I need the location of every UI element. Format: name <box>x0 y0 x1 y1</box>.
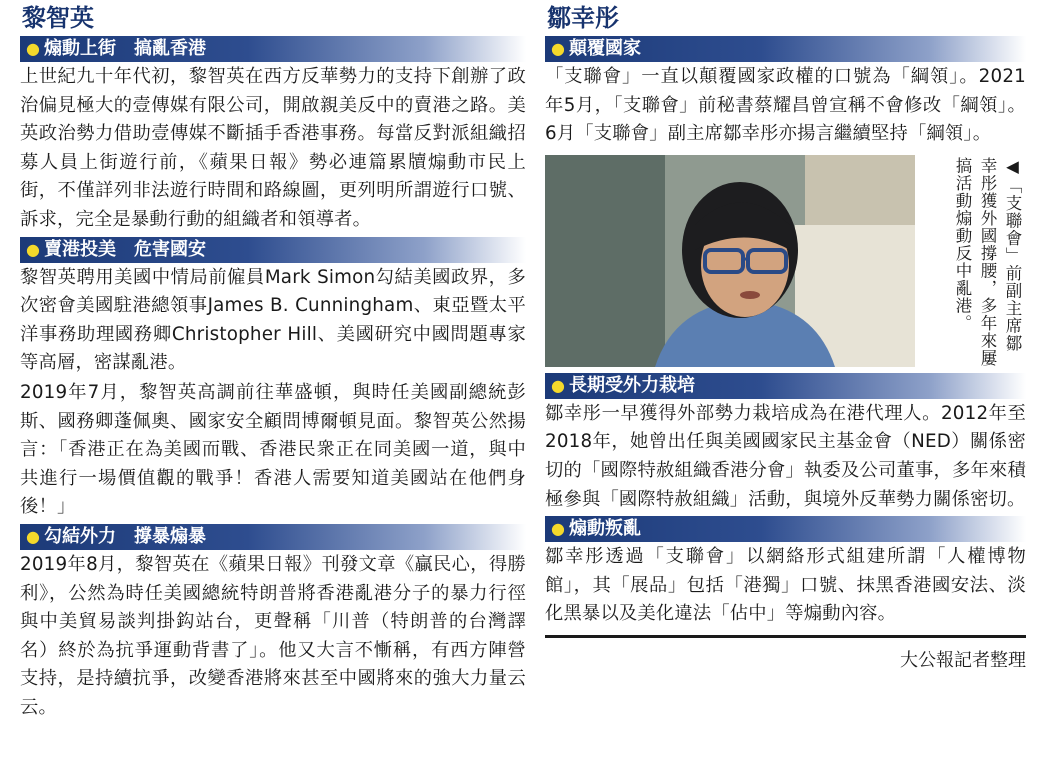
section-heading: 顛覆國家 <box>568 38 641 59</box>
article-paragraph: 上世紀九十年代初，黎智英在西方反華勢力的支持下創辦了政治偏見極大的壹傳媒有限公司，開啟親美反中的賣港之路。美英政治勢力借助壹傳媒不斷插手香港事務。每當反對派組織招募人員上街遊行前，《蘋果日報》勢必連篇累牘煽動市民上街，不僅詳列非法遊行時間和路線圖，更列明所謂遊行口號、訴求，完全是暴動行動的組織者和領導者。 <box>20 66 526 230</box>
divider-rule <box>545 635 1026 638</box>
section-heading-bar <box>20 237 526 263</box>
person-name-right: 鄒幸彤 <box>547 4 619 32</box>
article-paragraph: 鄒幸彤透過「支聯會」以網絡形式組建所謂「人權博物館」，其「展品」包括「港獨」口號、抹黑香港國安法、淡化黑暴以及美化違法「佔中」等煽動內容。 <box>545 546 1026 625</box>
bullet-icon: ● <box>26 239 40 259</box>
article-paragraph: 「支聯會」一直以顛覆國家政權的口號為「綱領」。2021年5月，「支聯會」前秘書蔡耀昌曾宣稱不會修改「綱領」。6月「支聯會」副主席鄒幸彤亦揚言繼續堅持「綱領」。 <box>545 66 1026 145</box>
bullet-icon: ● <box>551 519 565 539</box>
section-heading-bar <box>545 373 1026 399</box>
bullet-icon: ● <box>551 39 565 58</box>
section-heading: 勾結外力 撐暴煽暴 <box>43 525 206 547</box>
section-heading-bar <box>545 36 1026 62</box>
section-heading: 煽動上街 搞亂香港 <box>43 38 206 59</box>
section-heading-bar <box>20 524 526 550</box>
portrait-illustration <box>545 155 915 367</box>
photo-block <box>545 155 1026 373</box>
section-heading: 長期受外力栽培 <box>568 374 695 396</box>
section-heading: 賣港投美 危害國安 <box>43 238 206 260</box>
section-heading-bar <box>20 36 526 62</box>
photo-caption: ◀「支聯會」前副主席鄒幸彤獲外國撐腰，多年來屢搞活動煽動反中亂港。 <box>953 156 1022 367</box>
reporter-credit: 大公報記者整理 <box>900 649 1026 671</box>
article-paragraph: 黎智英聘用美國中情局前僱員Mark Simon勾結美國政界，多次密會美國駐港總領事James B. Cunningham、東亞暨太平洋事務助理國務卿Christopher Hill、美國研究中國問題專家等高層，密謀亂港。 <box>20 266 526 374</box>
bullet-icon: ● <box>26 526 40 546</box>
section-heading-bar <box>545 516 1026 542</box>
portrait-photo <box>545 155 915 367</box>
article-paragraph: 2019年7月，黎智英高調前往華盛頓，與時任美國副總統彭斯、國務卿蓬佩奧、國家安全顧問博爾頓見面。黎智英公然揚言：「香港正在為美國而戰、香港民衆正在同美國一道，與中共進行一場價值觀的戰爭！香港人需要知道美國站在他們身後！」 <box>20 381 526 518</box>
right-column <box>545 0 1026 672</box>
left-column <box>20 0 526 722</box>
article-paragraph: 鄒幸彤一早獲得外部勢力栽培成為在港代理人。2012年至2018年，她曾出任與美國國家民主基金會（NED）關係密切的「國際特赦組織香港分會」執委及公司董事，多年來積極參與「國際特赦組織」活動，與境外反華勢力關係密切。 <box>545 402 1026 510</box>
bullet-icon: ● <box>26 39 40 58</box>
article-paragraph: 2019年8月，黎智英在《蘋果日報》刊發文章《贏民心，得勝利》，公然為時任美國總統特朗普將香港亂港分子的暴力行徑與中美貿易談判掛鈎站台，更聲稱「川普（特朗普的台灣譯名）終於為抗爭運動背書了」。他又大言不慚稱，有西方陣營支持，是持續抗爭，改變香港將來甚至中國將來的強大力量云云。 <box>20 553 526 718</box>
bullet-icon: ● <box>551 375 565 395</box>
person-name-left: 黎智英 <box>22 4 94 32</box>
section-heading: 煽動叛亂 <box>568 518 641 540</box>
